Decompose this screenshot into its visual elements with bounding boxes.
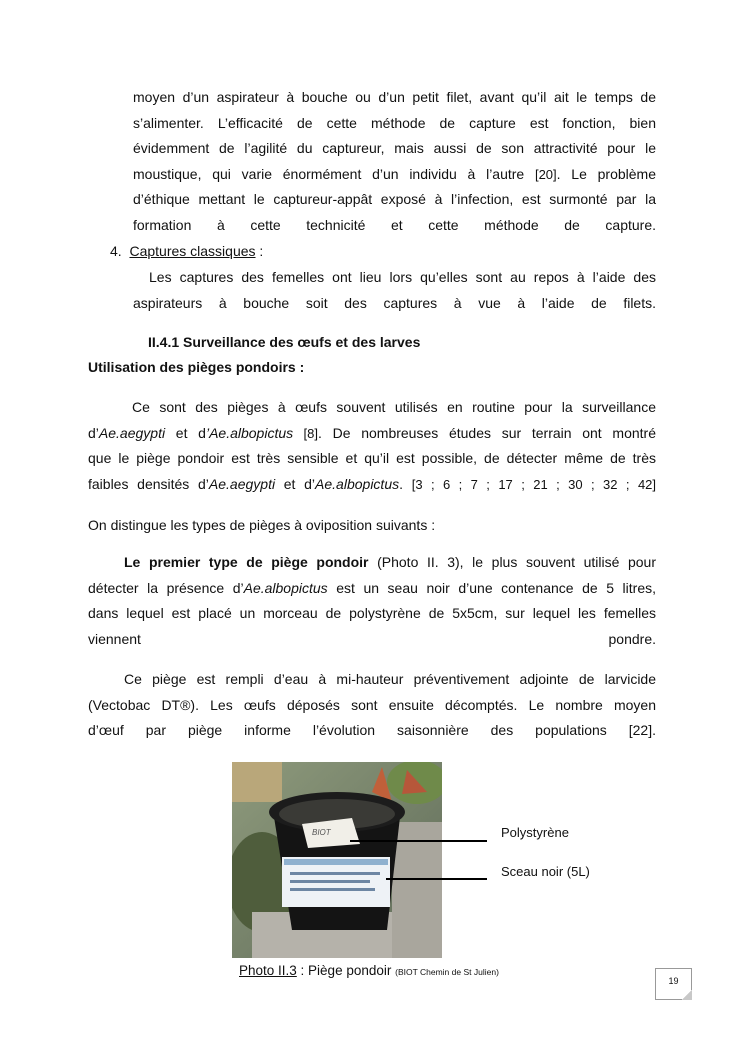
subheading: Utilisation des pièges pondoirs : [88, 359, 305, 375]
bucket-illustration [232, 762, 442, 958]
label-polystyrene: Polystyrène [501, 825, 569, 840]
paragraph-4 [88, 667, 656, 744]
text-line: Le premier type de piège pondoir (Photo II. 3), le plus souvent utilisé pour [124, 554, 656, 570]
arrow-seau [386, 878, 487, 880]
list-item-title: 4. Captures classiques : [110, 243, 264, 259]
paragraph-3 [88, 550, 656, 652]
text-line: détecter la présence d’Ae.albopictus est un seau noir d’une contenance de 5 litres, [88, 579, 656, 596]
text-line: d’Ae.aegypti et d’Ae.albopictus [8]. De nombreuses études sur terrain ont montré [88, 424, 656, 441]
caption-id: Photo II.3 [239, 963, 297, 978]
text-line: aspirateurs à bouche soit des captures à vue à l’aide de filets. [133, 294, 656, 311]
text-line: (Vectobac DT®). Les œufs déposés sont ensuite décomptés. Le nombre moyen [88, 696, 656, 713]
text-line: faibles densités d’Ae.aegypti et d’Ae.albopictus. [3 ; 6 ; 7 ; 17 ; 21 ; 30 ; 32 ; 42] [88, 475, 657, 492]
page-fold-corner [682, 990, 692, 1000]
text-line: Ce piège est rempli d’eau à mi-hauteur préventivement adjointe de larvicide [124, 671, 656, 687]
paragraph-1 [88, 395, 656, 497]
text-line: dans lequel est placé un morceau de polystyrène de 5x5cm, sur lequel les femelles [88, 605, 656, 622]
text-line: formation à cette technicité et cette méthode de capture. [133, 216, 656, 233]
intro-paragraph [133, 85, 656, 239]
list-item-4 [110, 239, 656, 265]
page-number-box [655, 968, 692, 1000]
text-line: Ce sont des pièges à œufs souvent utilisés en routine pour la surveillance [132, 399, 656, 415]
caption-source: (BIOT Chemin de St Julien) [395, 967, 499, 977]
text-line: s’alimenter. L’efficacité de cette méthode de capture est fonction, bien [133, 114, 656, 131]
text-line: moyen d’un aspirateur à bouche ou d’un petit filet, avant qu’il ait le temps de [133, 89, 656, 105]
sticker-handwriting: BIOT [312, 828, 331, 837]
text-line: que le piège pondoir est très sensible et qu’il est possible, de détecter même de très [88, 450, 656, 467]
text-line: Les captures des femelles ont lieu lors qu’elles sont au repos à l’aide des [149, 269, 656, 285]
figure-caption: Photo II.3 : Piège pondoir (BIOT Chemin de St Julien) [239, 963, 499, 978]
text-line: d’œuf par piège informe l’évolution saisonnière des populations [22]. [88, 722, 656, 739]
label-seau: Sceau noir (5L) [501, 864, 590, 879]
paragraph-2: On distingue les types de pièges à oviposition suivants : [88, 517, 436, 533]
page-number: 19 [668, 976, 679, 986]
list-item-4-body [133, 265, 656, 316]
text-line: moustique, qui varie énormément d’un individu à l’autre [20]. Le problème [133, 165, 656, 182]
section-heading: II.4.1 Surveillance des œufs et des larves [148, 334, 421, 350]
arrow-polystyrene [350, 840, 487, 842]
text-line: viennent pondre. [88, 630, 656, 647]
trap-photo [232, 762, 442, 958]
text-line: d’éthique mettant le captureur-appât exposé à l’infection, est surmonté par la [133, 191, 656, 208]
text-line: évidemment de l’agilité du captureur, mais aussi de son attractivité pour le [133, 140, 656, 157]
